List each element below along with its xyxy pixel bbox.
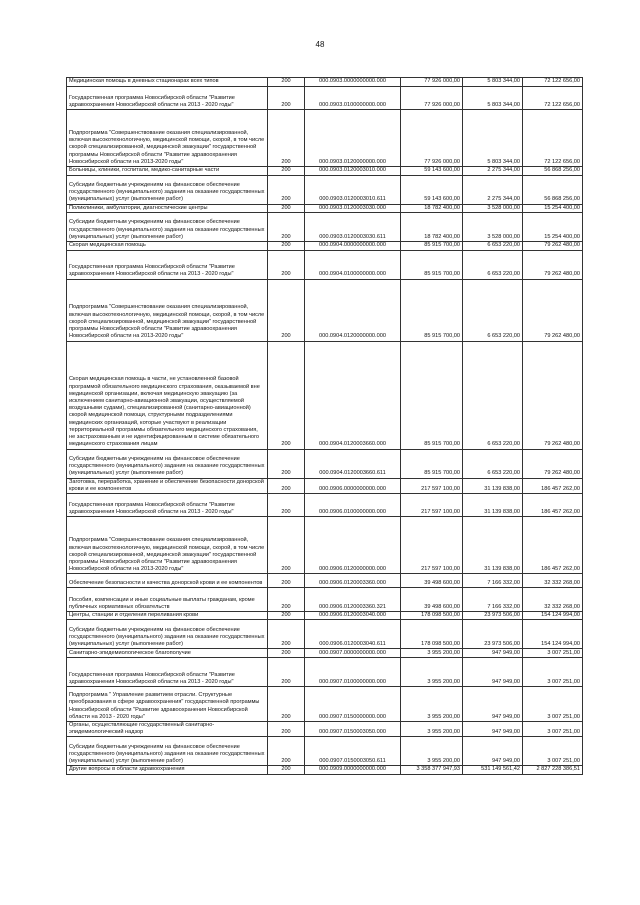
row-kbk-cell: 000.0907.0150000000.000 xyxy=(305,686,401,721)
row-kbk-cell: 000.0903.0120000000.000 xyxy=(305,110,401,167)
row-kbk-cell: 000.0906.0120003360.000 xyxy=(305,574,401,588)
row-value-2-cell: 5 803 344,00 xyxy=(463,86,523,110)
row-value-3-cell: 3 007 251,00 xyxy=(523,721,583,736)
table-row xyxy=(67,657,583,686)
row-name-cell: Субсидии бюджетным учреждениям на финансовое обеспечение государственного (муниципального) задания на оказание государственных (муниципальных) услуг (выполнение работ) xyxy=(67,449,268,478)
row-value-3-cell: 56 868 256,00 xyxy=(523,175,583,204)
row-name-cell: Заготовка, переработка, хранение и обеспечение безопасности донорской крови и ее компонентов xyxy=(67,478,268,493)
row-value-3-cell: 15 254 400,00 xyxy=(523,204,583,213)
row-name-cell: Государственная программа Новосибирской области "Развитие здравоохранения Новосибирской области на 2013 - 2020 годы" xyxy=(67,493,268,517)
row-code-cell: 200 xyxy=(268,649,305,658)
row-code-cell: 200 xyxy=(268,620,305,649)
table-row xyxy=(67,737,583,766)
row-value-1-cell: 18 782 400,00 xyxy=(401,204,463,213)
row-value-3-cell: 79 262 480,00 xyxy=(523,250,583,279)
row-code-cell: 200 xyxy=(268,611,305,620)
row-code-cell: 200 xyxy=(268,78,305,87)
row-code-cell: 200 xyxy=(268,517,305,574)
row-name-cell: Органы, осуществляющие государственный санитарно-эпидемиологический надзор xyxy=(67,721,268,736)
row-code-cell: 200 xyxy=(268,110,305,167)
row-value-1-cell: 18 782 400,00 xyxy=(401,213,463,242)
row-value-1-cell: 3 955 200,00 xyxy=(401,686,463,721)
row-code-cell: 200 xyxy=(268,493,305,517)
row-kbk-cell: 000.0906.0120003040.611 xyxy=(305,620,401,649)
row-value-3-cell: 72 122 656,00 xyxy=(523,110,583,167)
table-row xyxy=(67,721,583,736)
row-code-cell: 200 xyxy=(268,478,305,493)
row-name-cell: Подпрограмма "Совершенствование оказания специализированной, включая высокотехнологичную, медицинской помощи, скорой, в том числе скорой специализированной, медицинской эвакуации" государственной программы Новосибирской области "Развитие здравоохранения Новосибирской области на 2013-2020 годы" xyxy=(67,279,268,341)
row-value-3-cell: 72 122 656,00 xyxy=(523,86,583,110)
row-name-cell: Больницы, клиники, госпитали, медико-санитарные части xyxy=(67,167,268,176)
row-value-3-cell: 79 262 480,00 xyxy=(523,341,583,449)
row-value-3-cell: 154 124 994,00 xyxy=(523,611,583,620)
row-value-3-cell: 79 262 480,00 xyxy=(523,279,583,341)
row-value-1-cell: 217 597 100,00 xyxy=(401,517,463,574)
row-kbk-cell: 000.0903.0100000000.000 xyxy=(305,86,401,110)
row-value-2-cell: 531 149 561,42 xyxy=(463,766,523,774)
row-value-1-cell: 39 498 600,00 xyxy=(401,588,463,612)
row-value-1-cell: 3 955 200,00 xyxy=(401,737,463,766)
row-kbk-cell: 000.0903.0120003030.611 xyxy=(305,213,401,242)
table-row xyxy=(67,86,583,110)
table-row xyxy=(67,649,583,658)
row-code-cell: 200 xyxy=(268,167,305,176)
row-value-3-cell: 186 457 262,00 xyxy=(523,517,583,574)
row-kbk-cell: 000.0903.0120003030.000 xyxy=(305,204,401,213)
row-code-cell: 200 xyxy=(268,588,305,612)
row-value-3-cell: 186 457 262,00 xyxy=(523,493,583,517)
row-code-cell: 200 xyxy=(268,449,305,478)
row-name-cell: Скорая медицинская помощь xyxy=(67,242,268,251)
row-value-1-cell: 3 955 200,00 xyxy=(401,657,463,686)
row-value-3-cell: 2 827 228 386,51 xyxy=(523,766,583,774)
table-row xyxy=(67,449,583,478)
table-row xyxy=(67,204,583,213)
row-value-1-cell: 39 498 600,00 xyxy=(401,574,463,588)
row-name-cell: Субсидии бюджетным учреждениям на финансовое обеспечение государственного (муниципального) задания на оказание государственных (муниципальных) услуг (выполнение работ) xyxy=(67,213,268,242)
row-value-3-cell: 3 007 251,00 xyxy=(523,657,583,686)
table-row xyxy=(67,493,583,517)
row-name-cell: Субсидии бюджетным учреждениям на финансовое обеспечение государственного (муниципального) задания на оказание государственных (муниципальных) услуг (выполнение работ) xyxy=(67,620,268,649)
table-row xyxy=(67,611,583,620)
row-name-cell: Медицинская помощь в дневных стационарах всех типов xyxy=(67,78,268,87)
row-value-2-cell: 3 528 000,00 xyxy=(463,213,523,242)
row-name-cell: Пособия, компенсации и иные социальные выплаты гражданам, кроме публичных нормативных обязательств xyxy=(67,588,268,612)
row-value-3-cell: 72 122 656,00 xyxy=(523,78,583,87)
row-value-1-cell: 3 358 377 947,93 xyxy=(401,766,463,774)
row-code-cell: 200 xyxy=(268,341,305,449)
row-value-3-cell: 3 007 251,00 xyxy=(523,737,583,766)
row-code-cell: 200 xyxy=(268,737,305,766)
row-name-cell: Субсидии бюджетным учреждениям на финансовое обеспечение государственного (муниципального) задания на оказание государственных (муниципальных) услуг (выполнение работ) xyxy=(67,175,268,204)
row-value-3-cell: 15 254 400,00 xyxy=(523,213,583,242)
table-row xyxy=(67,574,583,588)
row-value-2-cell: 947 949,00 xyxy=(463,657,523,686)
row-value-1-cell: 217 597 100,00 xyxy=(401,478,463,493)
row-code-cell: 200 xyxy=(268,213,305,242)
row-value-2-cell: 7 166 332,00 xyxy=(463,574,523,588)
row-value-3-cell: 186 457 262,00 xyxy=(523,478,583,493)
row-code-cell: 200 xyxy=(268,250,305,279)
row-value-2-cell: 23 973 506,00 xyxy=(463,611,523,620)
row-value-2-cell: 31 139 838,00 xyxy=(463,517,523,574)
row-value-2-cell: 947 949,00 xyxy=(463,686,523,721)
row-value-2-cell: 31 139 838,00 xyxy=(463,478,523,493)
row-kbk-cell: 000.0904.0000000000.000 xyxy=(305,242,401,251)
row-name-cell: Подпрограмма "Совершенствование оказания специализированной, включая высокотехнологичную, медицинской помощи, скорой, в том числе скорой специализированной, медицинской эвакуации" государственной программы Новосибирской области "Развитие здравоохранения Новосибирской области на 2013-2020 годы" xyxy=(67,110,268,167)
row-value-3-cell: 3 007 251,00 xyxy=(523,686,583,721)
row-kbk-cell: 000.0904.0120000000.000 xyxy=(305,279,401,341)
row-name-cell: Субсидии бюджетным учреждениям на финансовое обеспечение государственного (муниципального) задания на оказание государственных (муниципальных) услуг (выполнение работ) xyxy=(67,737,268,766)
row-value-1-cell: 85 915 700,00 xyxy=(401,279,463,341)
table-row xyxy=(67,517,583,574)
row-kbk-cell: 000.0909.0000000000.000 xyxy=(305,766,401,774)
row-kbk-cell: 000.0906.0120000000.000 xyxy=(305,517,401,574)
budget-table-body xyxy=(67,78,583,775)
row-name-cell: Подпрограмма " Управление развитием отрасли. Структурные преобразования в сфере здравоохранения" государственной программы Новосибирской области "Развитие здравоохранения Новосибирской области на 2013 - 2020 годы" xyxy=(67,686,268,721)
row-value-2-cell: 5 803 344,00 xyxy=(463,78,523,87)
row-kbk-cell: 000.0904.0120003660.000 xyxy=(305,341,401,449)
row-kbk-cell: 000.0907.0100000000.000 xyxy=(305,657,401,686)
row-name-cell: Государственная программа Новосибирской области "Развитие здравоохранения Новосибирской области на 2013 - 2020 годы" xyxy=(67,657,268,686)
row-name-cell: Государственная программа Новосибирской области "Развитие здравоохранения Новосибирской области на 2013 - 2020 годы" xyxy=(67,86,268,110)
table-row xyxy=(67,686,583,721)
table-row xyxy=(67,110,583,167)
table-row xyxy=(67,78,583,87)
budget-table xyxy=(66,77,583,775)
row-value-1-cell: 59 143 600,00 xyxy=(401,175,463,204)
row-kbk-cell: 000.0906.0120003040.000 xyxy=(305,611,401,620)
table-row xyxy=(67,250,583,279)
table-row xyxy=(67,213,583,242)
row-value-2-cell: 6 653 220,00 xyxy=(463,279,523,341)
row-value-2-cell: 947 949,00 xyxy=(463,721,523,736)
row-code-cell: 200 xyxy=(268,242,305,251)
row-value-1-cell: 77 926 000,00 xyxy=(401,110,463,167)
row-value-3-cell: 79 262 480,00 xyxy=(523,449,583,478)
table-row xyxy=(67,478,583,493)
row-name-cell: Центры, станции и отделения переливания крови xyxy=(67,611,268,620)
row-code-cell: 200 xyxy=(268,279,305,341)
row-value-2-cell: 5 803 344,00 xyxy=(463,110,523,167)
row-code-cell: 200 xyxy=(268,657,305,686)
row-value-3-cell: 79 262 480,00 xyxy=(523,242,583,251)
row-value-1-cell: 85 915 700,00 xyxy=(401,250,463,279)
row-value-2-cell: 3 528 000,00 xyxy=(463,204,523,213)
row-value-1-cell: 178 098 500,00 xyxy=(401,620,463,649)
row-value-3-cell: 56 868 256,00 xyxy=(523,167,583,176)
row-value-1-cell: 178 098 500,00 xyxy=(401,611,463,620)
row-value-2-cell: 947 949,00 xyxy=(463,649,523,658)
row-kbk-cell: 000.0907.0150003050.611 xyxy=(305,737,401,766)
row-name-cell: Государственная программа Новосибирской области "Развитие здравоохранения Новосибирской области на 2013 - 2020 годы" xyxy=(67,250,268,279)
row-value-2-cell: 6 653 220,00 xyxy=(463,449,523,478)
row-code-cell: 200 xyxy=(268,766,305,774)
page-number: 48 xyxy=(315,40,325,49)
table-row xyxy=(67,175,583,204)
row-code-cell: 200 xyxy=(268,686,305,721)
row-value-2-cell: 947 949,00 xyxy=(463,737,523,766)
row-kbk-cell: 000.0907.0150003050.000 xyxy=(305,721,401,736)
row-value-1-cell: 85 915 700,00 xyxy=(401,341,463,449)
table-row xyxy=(67,620,583,649)
row-code-cell: 200 xyxy=(268,204,305,213)
row-value-2-cell: 23 973 506,00 xyxy=(463,620,523,649)
row-value-2-cell: 2 275 344,00 xyxy=(463,175,523,204)
row-code-cell: 200 xyxy=(268,86,305,110)
row-value-2-cell: 6 653 220,00 xyxy=(463,341,523,449)
row-value-1-cell: 77 926 000,00 xyxy=(401,78,463,87)
row-value-3-cell: 32 332 268,00 xyxy=(523,574,583,588)
row-name-cell: Другие вопросы в области здравоохранения xyxy=(67,766,268,774)
row-kbk-cell: 000.0906.0100000000.000 xyxy=(305,493,401,517)
row-kbk-cell: 000.0907.0000000000.000 xyxy=(305,649,401,658)
row-name-cell: Санитарно-эпидемиологическое благополучие xyxy=(67,649,268,658)
row-kbk-cell: 000.0903.0120003010.000 xyxy=(305,167,401,176)
row-value-3-cell: 3 007 251,00 xyxy=(523,649,583,658)
row-value-1-cell: 59 143 600,00 xyxy=(401,167,463,176)
table-row xyxy=(67,588,583,612)
row-kbk-cell: 000.0903.0120003010.611 xyxy=(305,175,401,204)
table-row xyxy=(67,766,583,774)
row-value-2-cell: 6 653 220,00 xyxy=(463,242,523,251)
table-row xyxy=(67,242,583,251)
row-kbk-cell: 000.0903.0000000000.000 xyxy=(305,78,401,87)
row-value-2-cell: 2 275 344,00 xyxy=(463,167,523,176)
table-row xyxy=(67,279,583,341)
row-kbk-cell: 000.0904.0120003660.611 xyxy=(305,449,401,478)
row-kbk-cell: 000.0904.0100000000.000 xyxy=(305,250,401,279)
row-code-cell: 200 xyxy=(268,175,305,204)
row-value-2-cell: 31 139 838,00 xyxy=(463,493,523,517)
row-value-1-cell: 217 597 100,00 xyxy=(401,493,463,517)
row-name-cell: Обеспечение безопасности и качества донорской крови и ее компонентов xyxy=(67,574,268,588)
table-row xyxy=(67,341,583,449)
table-row xyxy=(67,167,583,176)
row-name-cell: Скорая медицинская помощь в части, не установленной базовой программой обязательного медицинского страхования, оказываемой вне медицинской организации, включая медицинскую эвакуацию (за исключением санитарно-авиационной эвакуации, осуществляемой воздушными судами), специализированной (санитарно-авиационной) скорой медицинской помощи, структурными подразделениями медицинских организаций, которые участвуют в реализации территориальной программы обязательного медицинского страхования, не застрахованным и не идентифицированным в системе обязательного медицинского страхования лицам xyxy=(67,341,268,449)
row-value-3-cell: 32 332 268,00 xyxy=(523,588,583,612)
row-value-1-cell: 85 915 700,00 xyxy=(401,242,463,251)
row-value-1-cell: 85 915 700,00 xyxy=(401,449,463,478)
row-value-2-cell: 7 166 332,00 xyxy=(463,588,523,612)
row-name-cell: Поликлиники, амбулатории, диагностические центры xyxy=(67,204,268,213)
row-value-3-cell: 154 124 994,00 xyxy=(523,620,583,649)
row-kbk-cell: 000.0906.0120003360.321 xyxy=(305,588,401,612)
row-value-1-cell: 3 955 200,00 xyxy=(401,649,463,658)
row-kbk-cell: 000.0906.0000000000.000 xyxy=(305,478,401,493)
row-name-cell: Подпрограмма "Совершенствование оказания специализированной, включая высокотехнологичную, медицинской помощи, скорой, в том числе скорой специализированной, медицинской эвакуации" государственной программы Новосибирской области "Развитие здравоохранения Новосибирской области на 2013-2020 годы" xyxy=(67,517,268,574)
row-value-1-cell: 3 955 200,00 xyxy=(401,721,463,736)
row-code-cell: 200 xyxy=(268,574,305,588)
row-value-2-cell: 6 653 220,00 xyxy=(463,250,523,279)
row-value-1-cell: 77 926 000,00 xyxy=(401,86,463,110)
row-code-cell: 200 xyxy=(268,721,305,736)
